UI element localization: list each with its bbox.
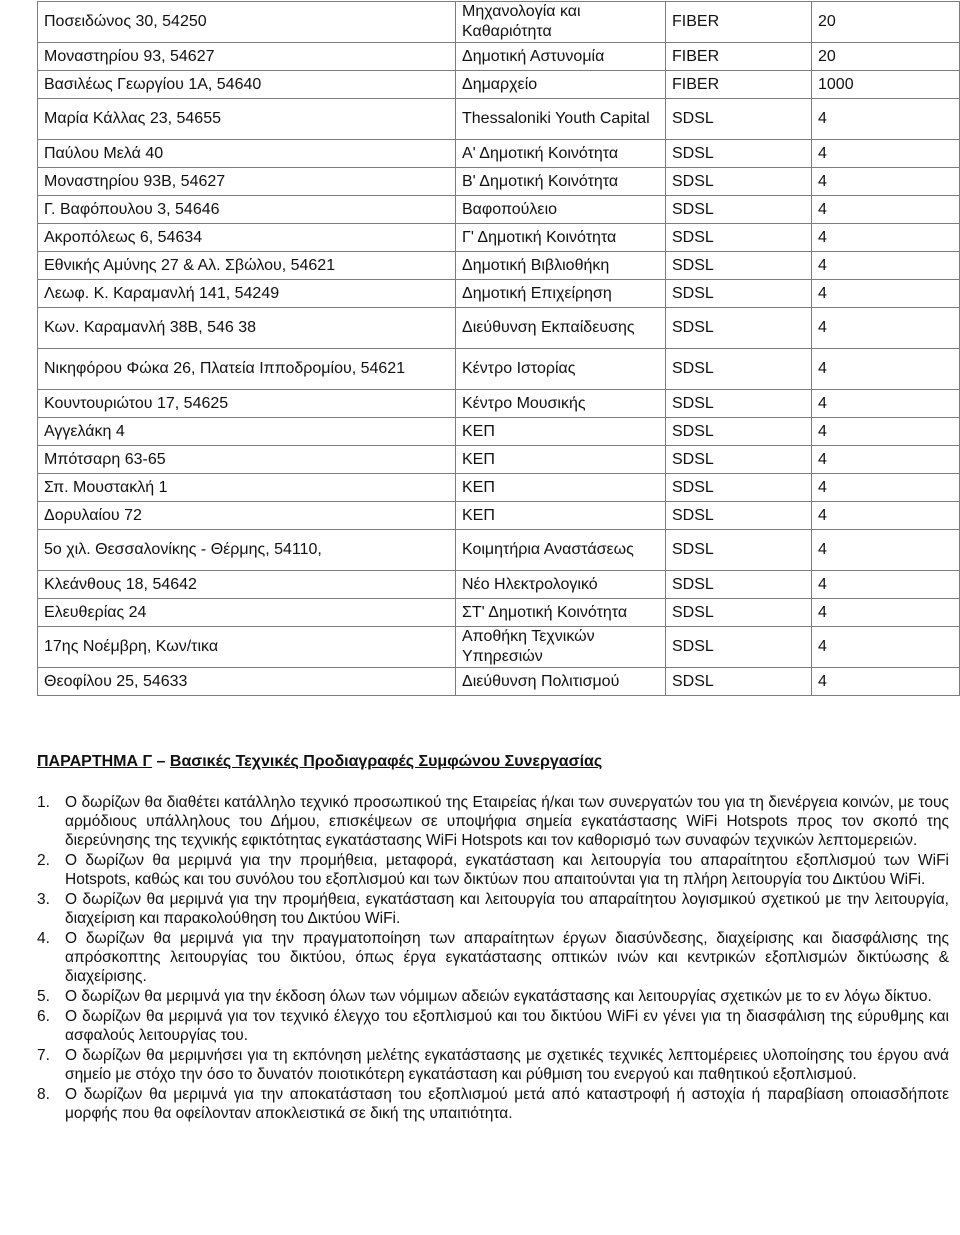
cell-address: Κων. Καραμανλή 38Β, 546 38 — [38, 308, 456, 349]
list-item-number: 4. — [37, 930, 50, 947]
cell-address: Σπ. Μουστακλή 1 — [38, 474, 456, 502]
table-row — [38, 571, 960, 599]
cell-speed: 4 — [812, 196, 960, 224]
cell-speed: 20 — [812, 43, 960, 71]
sites-table — [37, 1, 960, 696]
cell-speed: 4 — [812, 530, 960, 571]
cell-speed: 4 — [812, 390, 960, 418]
cell-building: ΚΕΠ — [456, 418, 666, 446]
cell-speed: 4 — [812, 474, 960, 502]
table-row — [38, 308, 960, 349]
list-item-number: 7. — [37, 1047, 50, 1064]
list-item-number: 1. — [37, 794, 50, 811]
cell-connection: SDSL — [666, 196, 812, 224]
table-row — [38, 627, 960, 668]
table-row — [38, 530, 960, 571]
list-item-number: 8. — [37, 1086, 50, 1103]
cell-speed: 4 — [812, 446, 960, 474]
list-item-number: 6. — [37, 1008, 50, 1025]
cell-connection: SDSL — [666, 668, 812, 696]
table-row — [38, 43, 960, 71]
list-item-text: Ο δωρίζων θα διαθέτει κατάλληλο τεχνικό προσωπικού της Εταιρείας ή/και των συνεργατών του για τη διενέργεια κοινών, με τους αρμόδιους υπάλληλους του Δήμου, επισκέψεων σε υποψήφια σημεία εγκατάστασης WiFi Hotspots προς τον σκοπό της διερεύνησης της τεχνικής εφικτότητας εγκατάστασης WiFi Hotspots και τον καθορισμό των συναφών τεχνικών λεπτομερειών. — [65, 794, 949, 849]
cell-speed: 4 — [812, 308, 960, 349]
list-item — [37, 851, 949, 889]
cell-address: Γ. Βαφόπουλου 3, 54646 — [38, 196, 456, 224]
cell-building: Δημοτική Βιβλιοθήκη — [456, 252, 666, 280]
list-item — [37, 890, 949, 928]
table-row — [38, 474, 960, 502]
cell-address: Μαρία Κάλλας 23, 54655 — [38, 99, 456, 140]
list-item — [37, 1007, 949, 1045]
cell-address: Ακροπόλεως 6, 54634 — [38, 224, 456, 252]
cell-address: Μοναστηρίου 93Β, 54627 — [38, 168, 456, 196]
cell-connection: FIBER — [666, 43, 812, 71]
cell-address: Εθνικής Αμύνης 27 & Αλ. Σβώλου, 54621 — [38, 252, 456, 280]
cell-address: 17ης Νοέμβρη, Κων/τικα — [38, 627, 456, 668]
cell-speed: 4 — [812, 627, 960, 668]
list-item-text: Ο δωρίζων θα μεριμνά για την αποκατάσταση του εξοπλισμού μετά από καταστροφή ή αστοχία ή παραβίαση οποιασδήποτε μορφής που θα οφείλονταν αποκλειστικά σε δική της υπαιτιότητα. — [65, 1086, 949, 1122]
cell-connection: SDSL — [666, 390, 812, 418]
list-item — [37, 987, 949, 1006]
table-row — [38, 446, 960, 474]
cell-address: Κλεάνθους 18, 54642 — [38, 571, 456, 599]
list-item-text: Ο δωρίζων θα μεριμνά για τον τεχνικό έλεγχο του εξοπλισμού και του δικτύου WiFi εν γένει για τη διασφάλιση της εύρυθμης και ασφαλούς λειτουργίας του. — [65, 1008, 949, 1044]
list-item — [37, 793, 949, 850]
cell-connection: SDSL — [666, 599, 812, 627]
cell-address: Αγγελάκη 4 — [38, 418, 456, 446]
cell-address: Κουντουριώτου 17, 54625 — [38, 390, 456, 418]
list-item — [37, 929, 949, 986]
cell-building: Δημοτική Αστυνομία — [456, 43, 666, 71]
table-row — [38, 668, 960, 696]
cell-speed: 1000 — [812, 71, 960, 99]
cell-address: Λεωφ. Κ. Καραμανλή 141, 54249 — [38, 280, 456, 308]
cell-address: Δορυλαίου 72 — [38, 502, 456, 530]
table-row — [38, 196, 960, 224]
sites-table-body — [38, 2, 960, 696]
table-row — [38, 168, 960, 196]
cell-building: Μηχανολογία και Καθαριότητα — [456, 2, 666, 43]
list-item-text: Ο δωρίζων θα μεριμνά για την έκδοση όλων των νόμιμων αδειών εγκατάστασης και λειτουργίας σχετικών με το εν λόγω δίκτυο. — [65, 988, 932, 1005]
cell-building: ΚΕΠ — [456, 474, 666, 502]
cell-building: Αποθήκη Τεχνικών Υπηρεσιών — [456, 627, 666, 668]
cell-building: Διεύθυνση Εκπαίδευσης — [456, 308, 666, 349]
cell-speed: 4 — [812, 140, 960, 168]
cell-building: Δημοτική Επιχείρηση — [456, 280, 666, 308]
list-item-text: Ο δωρίζων θα μεριμνά για την πραγματοποίηση των απαραίτητων έργων διασύνδεσης, διαχείρισης και διασφάλισης της απρόσκοπτης λειτουργίας του δικτύου, όπως έργα εγκατάστασης οπτικών ινών και κεντρικών εξοπλισμών δικτύωσης & διαχείρισης. — [65, 930, 949, 985]
list-item — [37, 1085, 949, 1123]
annex-heading-prefix: ΠΑΡΑΡΤΗΜΑ Γ — [37, 753, 153, 770]
cell-building: Κοιμητήρια Αναστάσεως — [456, 530, 666, 571]
cell-building: Β' Δημοτική Κοινότητα — [456, 168, 666, 196]
cell-building: Thessaloniki Youth Capital — [456, 99, 666, 140]
table-row — [38, 71, 960, 99]
cell-connection: SDSL — [666, 418, 812, 446]
cell-connection: SDSL — [666, 99, 812, 140]
cell-building: Α' Δημοτική Κοινότητα — [456, 140, 666, 168]
cell-connection: SDSL — [666, 502, 812, 530]
cell-speed: 4 — [812, 349, 960, 390]
cell-address: Ποσειδώνος 30, 54250 — [38, 2, 456, 43]
table-row — [38, 252, 960, 280]
cell-building: Δημαρχείο — [456, 71, 666, 99]
cell-building: Βαφοπούλειο — [456, 196, 666, 224]
cell-speed: 20 — [812, 2, 960, 43]
cell-connection: SDSL — [666, 530, 812, 571]
cell-connection: SDSL — [666, 446, 812, 474]
table-row — [38, 349, 960, 390]
cell-speed: 4 — [812, 168, 960, 196]
table-row — [38, 390, 960, 418]
cell-building: Κέντρο Ιστορίας — [456, 349, 666, 390]
cell-address: Παύλου Μελά 40 — [38, 140, 456, 168]
cell-connection: SDSL — [666, 140, 812, 168]
cell-address: Βασιλέως Γεωργίου 1Α, 54640 — [38, 71, 456, 99]
annex-heading — [37, 751, 602, 773]
cell-building: ΚΕΠ — [456, 502, 666, 530]
cell-speed: 4 — [812, 99, 960, 140]
cell-connection: FIBER — [666, 71, 812, 99]
table-row — [38, 140, 960, 168]
cell-speed: 4 — [812, 252, 960, 280]
cell-connection: SDSL — [666, 571, 812, 599]
cell-connection: SDSL — [666, 474, 812, 502]
cell-speed: 4 — [812, 571, 960, 599]
table-row — [38, 502, 960, 530]
cell-building: ΣΤ' Δημοτική Κοινότητα — [456, 599, 666, 627]
cell-speed: 4 — [812, 224, 960, 252]
cell-connection: SDSL — [666, 280, 812, 308]
table-row — [38, 418, 960, 446]
cell-connection: SDSL — [666, 627, 812, 668]
list-item-number: 2. — [37, 852, 50, 869]
list-item-number: 5. — [37, 988, 50, 1005]
annex-heading-title: Βασικές Τεχνικές Προδιαγραφές Συμφώνου Συνεργασίας — [169, 753, 603, 770]
cell-address: 5ο χιλ. Θεσσαλονίκης - Θέρμης, 54110, — [38, 530, 456, 571]
cell-connection: SDSL — [666, 308, 812, 349]
cell-building: Κέντρο Μουσικής — [456, 390, 666, 418]
table-row — [38, 99, 960, 140]
table-row — [38, 280, 960, 308]
cell-address: Μοναστηρίου 93, 54627 — [38, 43, 456, 71]
list-item-text: Ο δωρίζων θα μεριμνήσει για τη εκπόνηση μελέτης εγκατάστασης με σχετικές τεχνικές λεπτομέρειες υλοποίησης του έργου ανά σημείο με στόχο την όσο το δυνατόν ποιοτικότερη εγκατάσταση και ρύθμιση του ενεργού και παθητικού εξοπλισμού. — [65, 1047, 949, 1083]
cell-speed: 4 — [812, 599, 960, 627]
cell-speed: 4 — [812, 668, 960, 696]
cell-building: Διεύθυνση Πολιτισμού — [456, 668, 666, 696]
cell-address: Θεοφίλου 25, 54633 — [38, 668, 456, 696]
cell-connection: SDSL — [666, 252, 812, 280]
list-item-text: Ο δωρίζων θα μεριμνά για την προμήθεια, μεταφορά, εγκατάσταση και λειτουργία του απαραίτητου εξοπλισμού των WiFi Hotspots, καθώς και του συνόλου του εξοπλισμού και των δικτύων που απαιτούνται για τη πλήρη λειτουργία του Δικτύου WiFi. — [65, 852, 949, 888]
cell-connection: FIBER — [666, 2, 812, 43]
annex-heading-separator: – — [152, 753, 170, 770]
cell-connection: SDSL — [666, 349, 812, 390]
technical-specifications-list — [37, 793, 949, 1124]
cell-building: ΚΕΠ — [456, 446, 666, 474]
cell-connection: SDSL — [666, 224, 812, 252]
cell-speed: 4 — [812, 280, 960, 308]
list-item — [37, 1046, 949, 1084]
list-item-text: Ο δωρίζων θα μεριμνά για την προμήθεια, εγκατάσταση και λειτουργία του απαραίτητου λογισμικού σχετικού με την λειτουργία, διαχείριση και παρακολούθηση του Δικτύου WiFi. — [65, 891, 949, 927]
cell-address: Μπότσαρη 63-65 — [38, 446, 456, 474]
table-row — [38, 224, 960, 252]
cell-connection: SDSL — [666, 168, 812, 196]
list-item-number: 3. — [37, 891, 50, 908]
cell-address: Ελευθερίας 24 — [38, 599, 456, 627]
cell-address: Νικηφόρου Φώκα 26, Πλατεία Ιπποδρομίου, 54621 — [38, 349, 456, 390]
table-row — [38, 599, 960, 627]
cell-building: Γ' Δημοτική Κοινότητα — [456, 224, 666, 252]
table-row — [38, 2, 960, 43]
cell-building: Νέο Ηλεκτρολογικό — [456, 571, 666, 599]
cell-speed: 4 — [812, 418, 960, 446]
cell-speed: 4 — [812, 502, 960, 530]
